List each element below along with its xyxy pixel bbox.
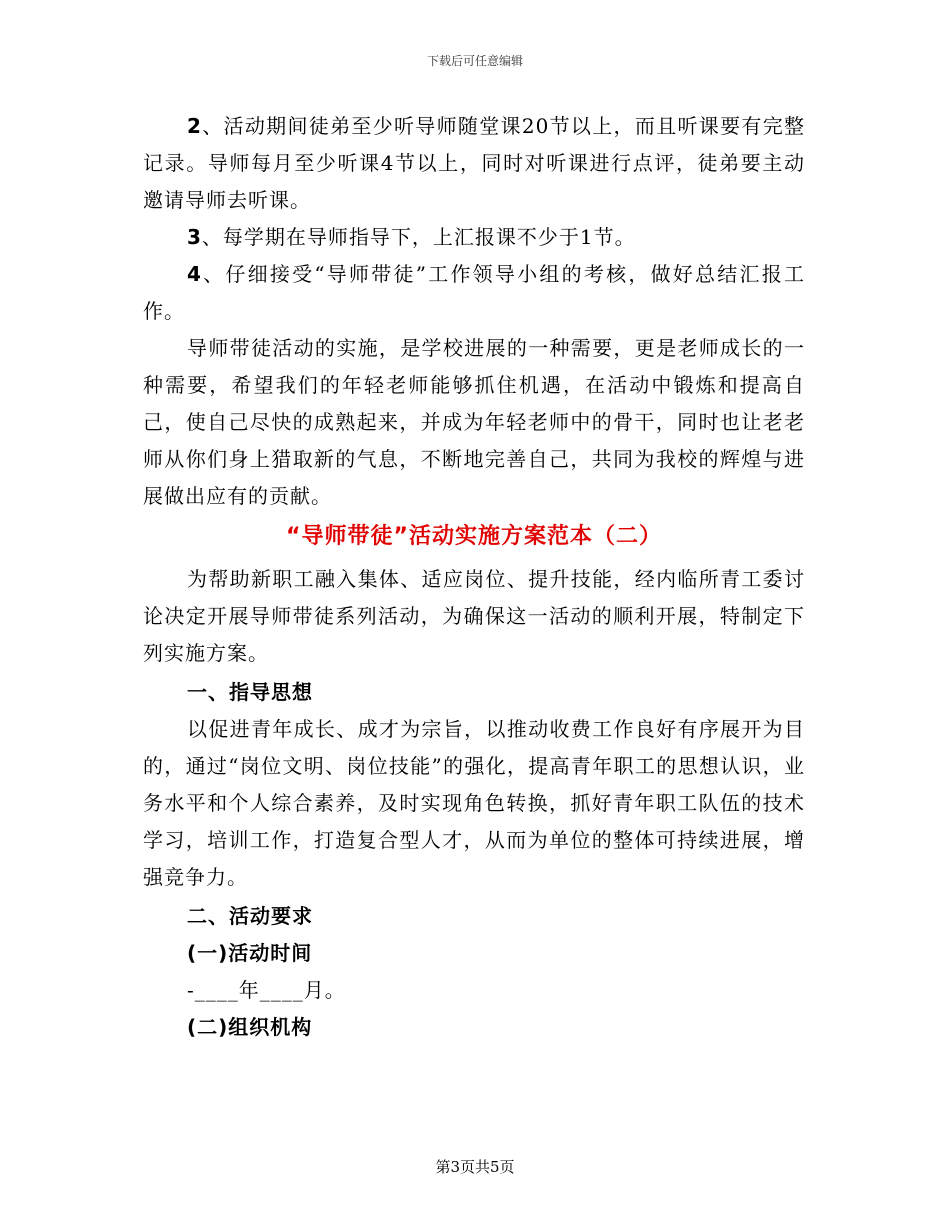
document-body — [143, 108, 805, 1046]
heading-guiding-ideology: 一、指导思想 — [187, 680, 313, 704]
item-4-text: 、仔细接受“导师带徒”工作领导小组的考核，做好总结汇报工作。 — [143, 262, 805, 323]
subheading-activity-time: (一)活动时间 — [187, 941, 313, 965]
item-3-number: 3 — [187, 225, 202, 249]
item-3-paragraph — [143, 219, 805, 256]
item-4-paragraph — [143, 256, 805, 330]
activity-time-text: -____年____月。 — [187, 978, 346, 1002]
item-4-number: 4 — [187, 262, 202, 286]
header-note: 下载后可任意编辑 — [426, 54, 523, 68]
item-2-paragraph — [143, 108, 805, 219]
section-title: “导师带徒”活动实施方案范本（二） — [286, 524, 662, 549]
guiding-ideology-paragraph: 以促进青年成长、成才为宗旨，以推动收费工作良好有序展开为目的，通过“岗位文明、岗位技能”的强化，提高青年职工的思想认识，业务水平和个人综合素养，及时实现角色转换，抓好青年职工队伍的技术学习，培训工作，打造复合型人才，从而为单位的整体可持续进展，增强竞争力。 — [143, 717, 805, 889]
closing-paragraph: 导师带徒活动的实施，是学校进展的一种需要，更是老师成长的一种需要，希望我们的年轻老师能够抓住机遇，在活动中锻炼和提高自己，使自己尽快的成熟起来，并成为年轻老师中的骨干，同时也让老老师从你们身上猎取新的气息，不断地完善自己，共同为我校的辉煌与进展做出应有的贡献。 — [143, 336, 805, 508]
heading-activity-requirements: 二、活动要求 — [187, 904, 313, 928]
item-3-text: 、每学期在导师指导下，上汇报课不少于1节。 — [201, 225, 636, 249]
page-number: 第3页共5页 — [435, 1158, 515, 1176]
subheading-organization: (二)组织机构 — [187, 1015, 313, 1039]
intro-paragraph: 为帮助新职工融入集体、适应岗位、提升技能，经内临所青工委讨论决定开展导师带徒系列活动，为确保这一活动的顺利开展，特制定下列实施方案。 — [143, 567, 805, 665]
item-2-number: 2 — [187, 114, 202, 138]
item-2-text: 、活动期间徒弟至少听导师随堂课20节以上，而且听课要有完整记录。导师每月至少听课4节以上，同时对听课进行点评，徒弟要主动邀请导师去听课。 — [143, 114, 805, 212]
